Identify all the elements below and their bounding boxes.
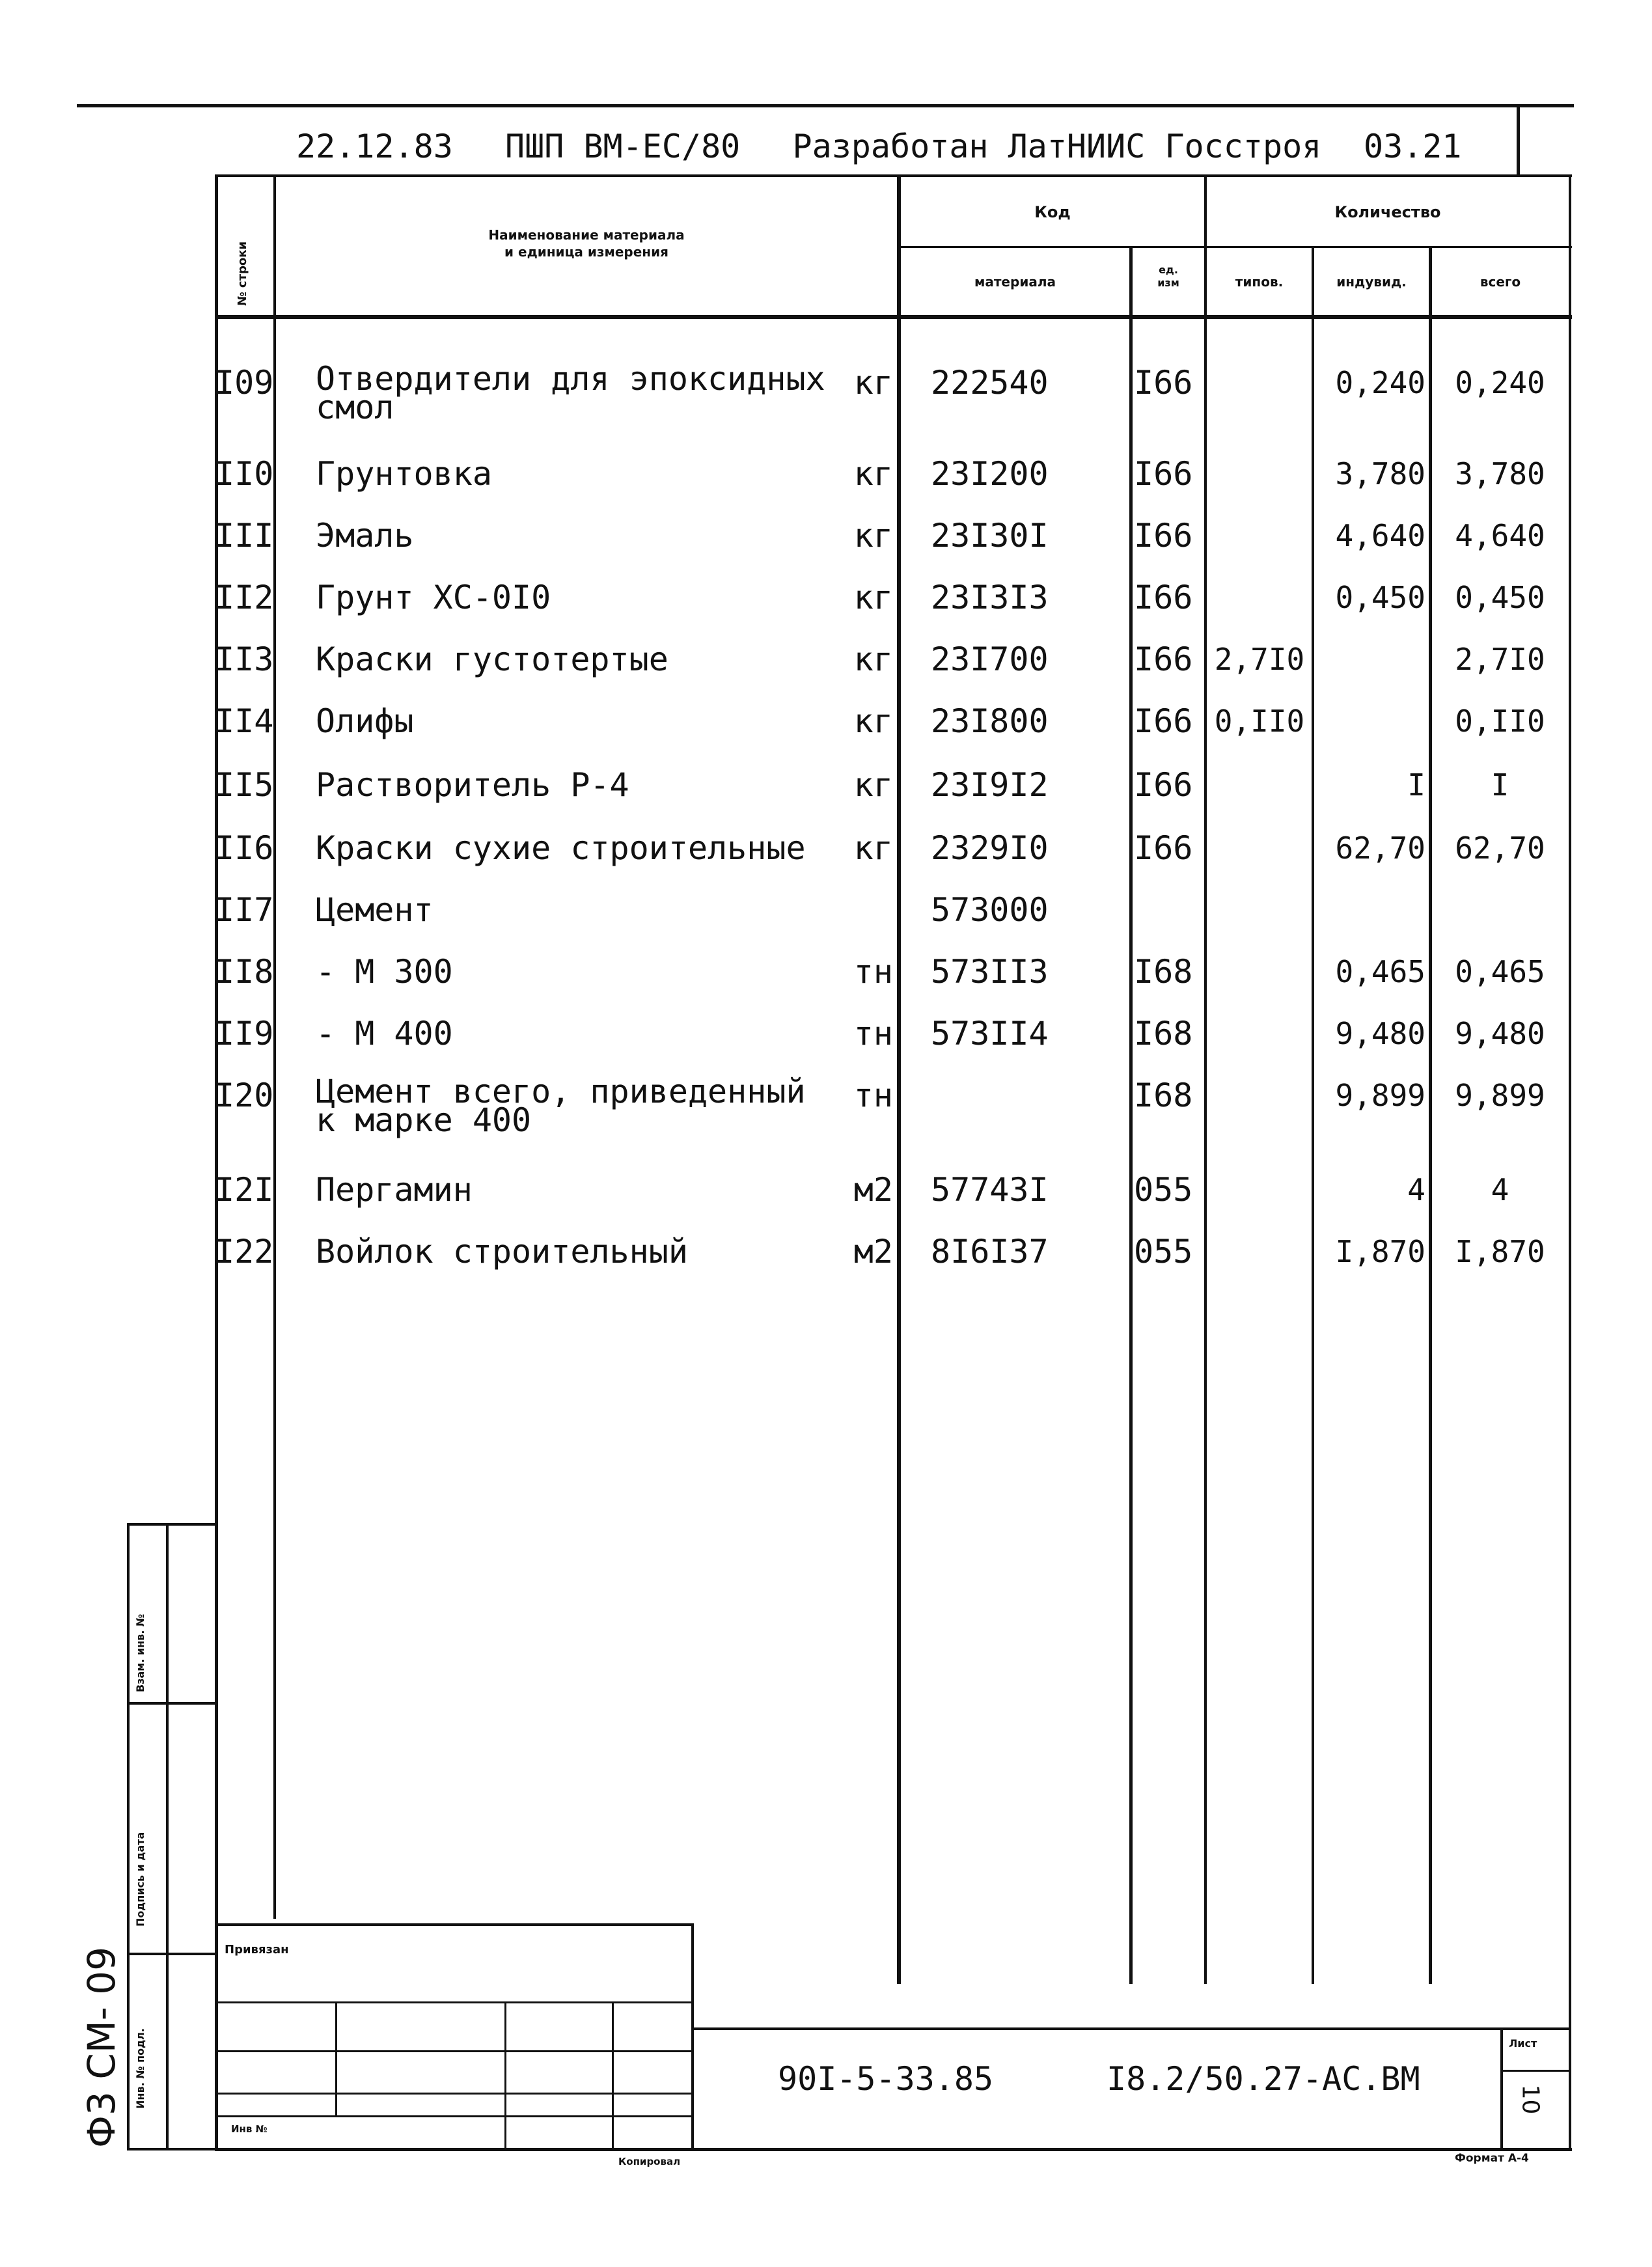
material-code: 222540 [931, 364, 1049, 402]
material-unit: кг [853, 829, 893, 867]
material-code: 23I9I2 [931, 766, 1049, 804]
qty-individual: I [1407, 767, 1425, 803]
qty-total: 0,450 [1455, 580, 1545, 615]
qty-individual: 0,240 [1335, 365, 1425, 400]
row-number: II7 [215, 891, 274, 929]
header-code: 03.21 [1364, 128, 1462, 165]
bind-h2 [215, 2050, 693, 2052]
material-unit: кг [853, 640, 893, 678]
material-name: Грунтовка [316, 455, 492, 493]
side-label-inv-replace: Взам. инв. № [134, 1614, 146, 1692]
unit-code: 055 [1134, 1233, 1193, 1271]
header-qty-typical: типов. [1235, 274, 1284, 290]
header-row-no: № строки [236, 241, 249, 306]
frame-bottom [215, 2148, 1572, 2151]
material-name: - М 300 [316, 953, 453, 991]
sheet-number: 10 [1517, 2084, 1544, 2115]
bind-h1 [215, 2001, 693, 2003]
material-code: 57743I [931, 1171, 1049, 1209]
material-name: Олифы [316, 702, 414, 740]
bind-top [215, 1923, 693, 1926]
sheet-box-mid [1500, 2070, 1571, 2072]
material-name: Грунт ХС-0I0 [316, 579, 551, 616]
bind-right [691, 1923, 694, 2148]
qty-individual: 0,450 [1335, 580, 1425, 615]
qty-individual: 9,899 [1335, 1078, 1425, 1113]
col-div-individual [1429, 246, 1432, 1984]
format-label: Формат А-4 [1455, 2152, 1529, 2165]
side-strip-div2 [127, 1953, 218, 1955]
side-strip-outer [127, 1523, 130, 2148]
material-name: Растворитель Р-4 [316, 766, 629, 804]
row-number: II3 [215, 640, 274, 678]
header-line [296, 128, 1321, 165]
header-code-unit: ед. изм [1157, 264, 1179, 289]
material-name: Цемент [316, 891, 434, 929]
row-number: II5 [215, 766, 274, 804]
material-code: 23I700 [931, 640, 1049, 678]
material-name: Отвердители для эпоксидных смол [316, 360, 825, 426]
row-number: I2I [215, 1171, 274, 1209]
qty-total: 4 [1491, 1172, 1509, 1207]
material-code: 8I6I37 [931, 1233, 1049, 1271]
qty-typical: 2,7I0 [1214, 642, 1305, 677]
material-name: - М 400 [316, 1015, 453, 1052]
col-div-material [1129, 246, 1133, 1984]
header-qty-group: Количество [1334, 203, 1441, 221]
qty-total: 0,465 [1455, 954, 1545, 989]
qty-individual: 62,70 [1335, 831, 1425, 866]
material-code: 573II4 [931, 1015, 1049, 1052]
header-developer: Разработан ЛатНИИС Госстроя [792, 128, 1322, 165]
bound-label: Привязан [225, 1943, 289, 1957]
inv-label: Инв № [231, 2123, 268, 2135]
material-name: Цемент всего, приведенный к марке 400 [316, 1073, 806, 1139]
unit-code: I66 [1134, 766, 1193, 804]
doc-code-2: I8.2/50.27-АС.ВМ [1107, 2060, 1420, 2098]
title-top [691, 2027, 1570, 2030]
unit-code: I68 [1134, 1077, 1193, 1114]
material-unit: тн [853, 1077, 893, 1114]
material-code: 2329I0 [931, 829, 1049, 867]
unit-code: I66 [1134, 829, 1193, 867]
unit-code: I66 [1134, 579, 1193, 616]
header-qty-total: всего [1480, 274, 1521, 290]
header-mid-rule [898, 246, 1572, 248]
material-name: Краски густотертые [316, 640, 668, 678]
row-number: III [215, 517, 274, 555]
qty-total: I,870 [1455, 1234, 1545, 1269]
header-name: Наименование материала и единица измерения [488, 227, 685, 260]
row-number: II6 [215, 829, 274, 867]
material-unit: кг [853, 455, 893, 493]
unit-code: I66 [1134, 364, 1193, 402]
row-number: II8 [215, 953, 274, 991]
header-qty-individual: индувид. [1336, 274, 1407, 290]
row-number: II9 [215, 1015, 274, 1052]
frame-top [215, 174, 1572, 177]
col-div-rowno [273, 174, 276, 1919]
material-code: 23I3I3 [931, 579, 1049, 616]
row-number: II4 [215, 702, 274, 740]
side-strip-top [127, 1523, 218, 1526]
unit-code: I66 [1134, 455, 1193, 493]
frame-right [1569, 174, 1571, 2151]
bind-h3 [215, 2093, 693, 2095]
side-label-inv-original: Инв. № подл. [134, 2028, 146, 2109]
material-unit: м2 [853, 1233, 893, 1271]
qty-total: 62,70 [1455, 831, 1545, 866]
material-code: 573000 [931, 891, 1049, 929]
material-code: 573II3 [931, 953, 1049, 991]
bind-h4 [215, 2115, 693, 2117]
side-strip-inner [166, 1523, 169, 2148]
bind-v1 [335, 2001, 337, 2115]
sheet-label: Лист [1509, 2037, 1537, 2050]
qty-total: 0,II0 [1455, 704, 1545, 739]
top-rule [77, 104, 1574, 107]
material-code: 23I800 [931, 702, 1049, 740]
qty-typical: 0,II0 [1214, 704, 1305, 739]
qty-total: 9,480 [1455, 1016, 1545, 1051]
qty-total: I [1491, 767, 1509, 803]
qty-individual: 4 [1407, 1172, 1425, 1207]
qty-total: 3,780 [1455, 456, 1545, 491]
qty-total: 9,899 [1455, 1078, 1545, 1113]
material-unit: кг [853, 517, 893, 555]
header-code-material: материала [974, 274, 1056, 290]
header-program: ПШП ВМ-ЕС/80 [505, 128, 741, 165]
material-unit: кг [853, 702, 893, 740]
registry-code: Ф3 СМ- 09 [79, 1947, 124, 2148]
qty-individual: 0,465 [1335, 954, 1425, 989]
unit-code: I66 [1134, 702, 1193, 740]
col-div-code [1204, 174, 1207, 1984]
sheet-box-left [1500, 2027, 1503, 2148]
unit-code: I66 [1134, 640, 1193, 678]
qty-individual: 9,480 [1335, 1016, 1425, 1051]
side-strip-div1 [127, 1702, 218, 1705]
material-unit: кг [853, 579, 893, 616]
material-unit: тн [853, 1015, 893, 1052]
qty-total: 2,7I0 [1455, 642, 1545, 677]
qty-individual: 4,640 [1335, 518, 1425, 553]
unit-code: I68 [1134, 1015, 1193, 1052]
row-number: II2 [215, 579, 274, 616]
row-number: I22 [215, 1233, 274, 1271]
side-strip-bottom [127, 2148, 218, 2150]
bind-v2 [504, 2001, 506, 2148]
header-code-group: Код [1034, 203, 1071, 221]
row-number: II0 [215, 455, 274, 493]
material-code: 23I30I [931, 517, 1049, 555]
material-code: 23I200 [931, 455, 1049, 493]
unit-code: 055 [1134, 1171, 1193, 1209]
unit-code: I68 [1134, 953, 1193, 991]
qty-total: 4,640 [1455, 518, 1545, 553]
material-unit: кг [853, 766, 893, 804]
col-div-name [897, 174, 901, 1984]
material-name: Эмаль [316, 517, 414, 555]
header-date: 22.12.83 [296, 128, 453, 165]
doc-code-1: 90I-5-33.85 [778, 2060, 994, 2098]
material-name: Войлок строительный [316, 1233, 688, 1271]
qty-individual: 3,780 [1335, 456, 1425, 491]
qty-total: 0,240 [1455, 365, 1545, 400]
bind-v3 [612, 2001, 614, 2148]
header-bottom-rule [215, 315, 1572, 319]
top-right-vertical [1517, 104, 1520, 176]
material-unit: м2 [853, 1171, 893, 1209]
unit-code: I66 [1134, 517, 1193, 555]
material-name: Пергамин [316, 1171, 473, 1209]
copied-label: Копировал [618, 2156, 681, 2167]
row-number: I09 [215, 364, 274, 402]
material-unit: кг [853, 364, 893, 402]
qty-individual: I,870 [1335, 1234, 1425, 1269]
material-unit: тн [853, 953, 893, 991]
side-label-signature: Подпись и дата [134, 1832, 146, 1927]
material-name: Краски сухие строительные [316, 829, 806, 867]
row-number: I20 [215, 1077, 274, 1114]
col-div-typical [1312, 246, 1314, 1984]
